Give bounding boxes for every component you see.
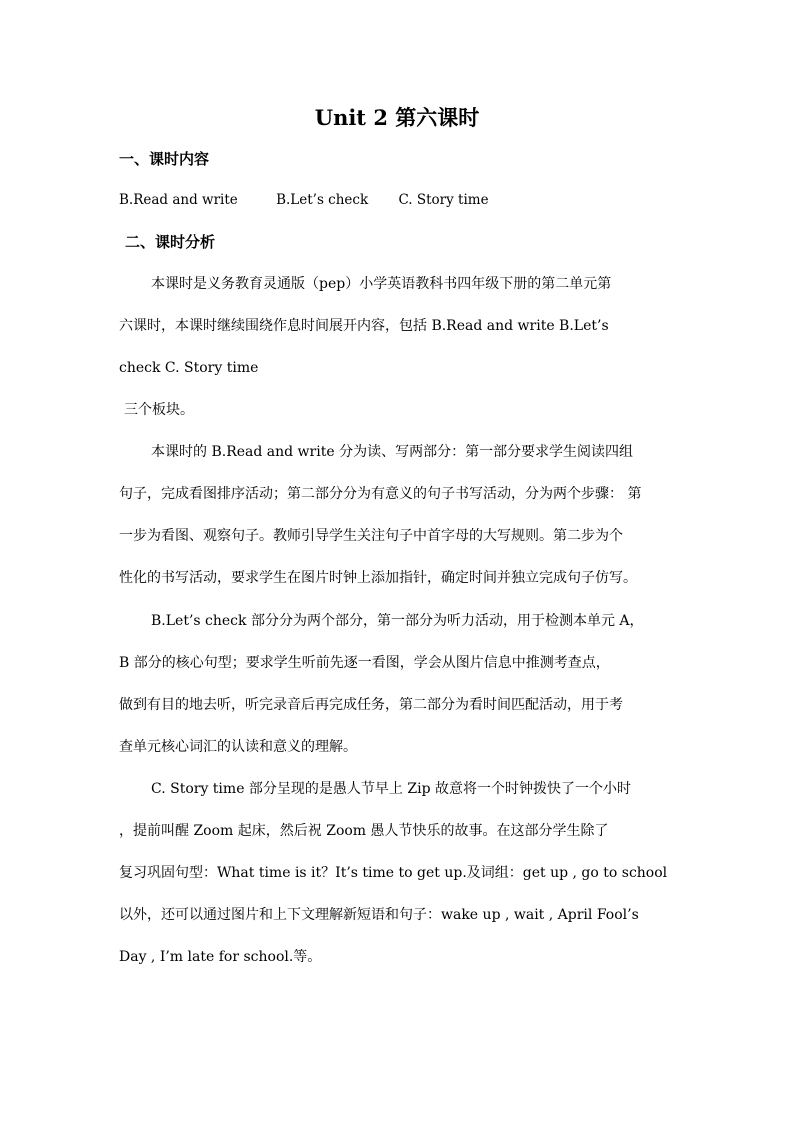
paragraph-line: 做到有目的地去听，听完录音后再完成任务，第二部分为看时间匹配活动，用于考	[119, 697, 623, 713]
paragraph-line: 复习巩固句型：What time is it？It’s time to get up.及词组：get up , go to school	[119, 865, 668, 881]
lesson-item-lets-check: B.Let’s check	[276, 192, 369, 208]
section-heading-lesson-analysis: 二、课时分析	[125, 233, 216, 251]
paragraph-line: 句子，完成看图排序活动；第二部分分为有意义的句子书写活动，分为两个步骤： 第	[119, 486, 642, 502]
document-title: Unit 2 第六课时	[314, 105, 480, 130]
paragraph-line: 三个板块。	[124, 402, 194, 418]
paragraph-line: C. Story time 部分呈现的是愚人节早上 Zip 故意将一个时钟拨快了一个小时	[151, 781, 631, 797]
paragraph-line: B 部分的核心句型；要求学生听前先逐一看图，学会从图片信息中推测考查点，	[119, 655, 610, 671]
lesson-content-items	[119, 190, 489, 210]
paragraph-line: 本课时的 B.Read and write 分为读、写两部分：第一部分要求学生阅读四组	[151, 444, 634, 460]
paragraph-line: ，提前叫醒 Zoom 起床，然后祝 Zoom 愚人节快乐的故事。在这部分学生除了	[119, 823, 609, 839]
paragraph-line: 性化的书写活动，要求学生在图片时钟上添加指针，确定时间并独立完成句子仿写。	[119, 570, 637, 586]
paragraph-line: 查单元核心词汇的认读和意义的理解。	[119, 739, 357, 755]
paragraph-line: 六课时，本课时继续围绕作息时间展开内容，包括 B.Read and write B.Let’s	[119, 318, 609, 334]
paragraph-line: Day , I’m late for school.等。	[119, 949, 322, 965]
lesson-item-read-and-write: B.Read and write	[119, 192, 238, 208]
paragraph-line: check C. Story time	[119, 360, 259, 376]
section-heading-lesson-content: 一、课时内容	[119, 150, 210, 168]
paragraph-line: 以外，还可以通过图片和上下文理解新短语和句子：wake up , wait , April Fool’s	[119, 907, 639, 923]
paragraph-line: 一步为看图、观察句子。教师引导学生关注句子中首字母的大写规则。第二步为个	[119, 528, 623, 544]
lesson-item-story-time: C. Story time	[398, 192, 489, 208]
paragraph-line: B.Let’s check 部分分为两个部分，第一部分为听力活动，用于检测本单元 A，	[151, 613, 644, 629]
paragraph-line: 本课时是义务教育灵通版（pep）小学英语教科书四年级下册的第二单元第	[151, 276, 612, 292]
